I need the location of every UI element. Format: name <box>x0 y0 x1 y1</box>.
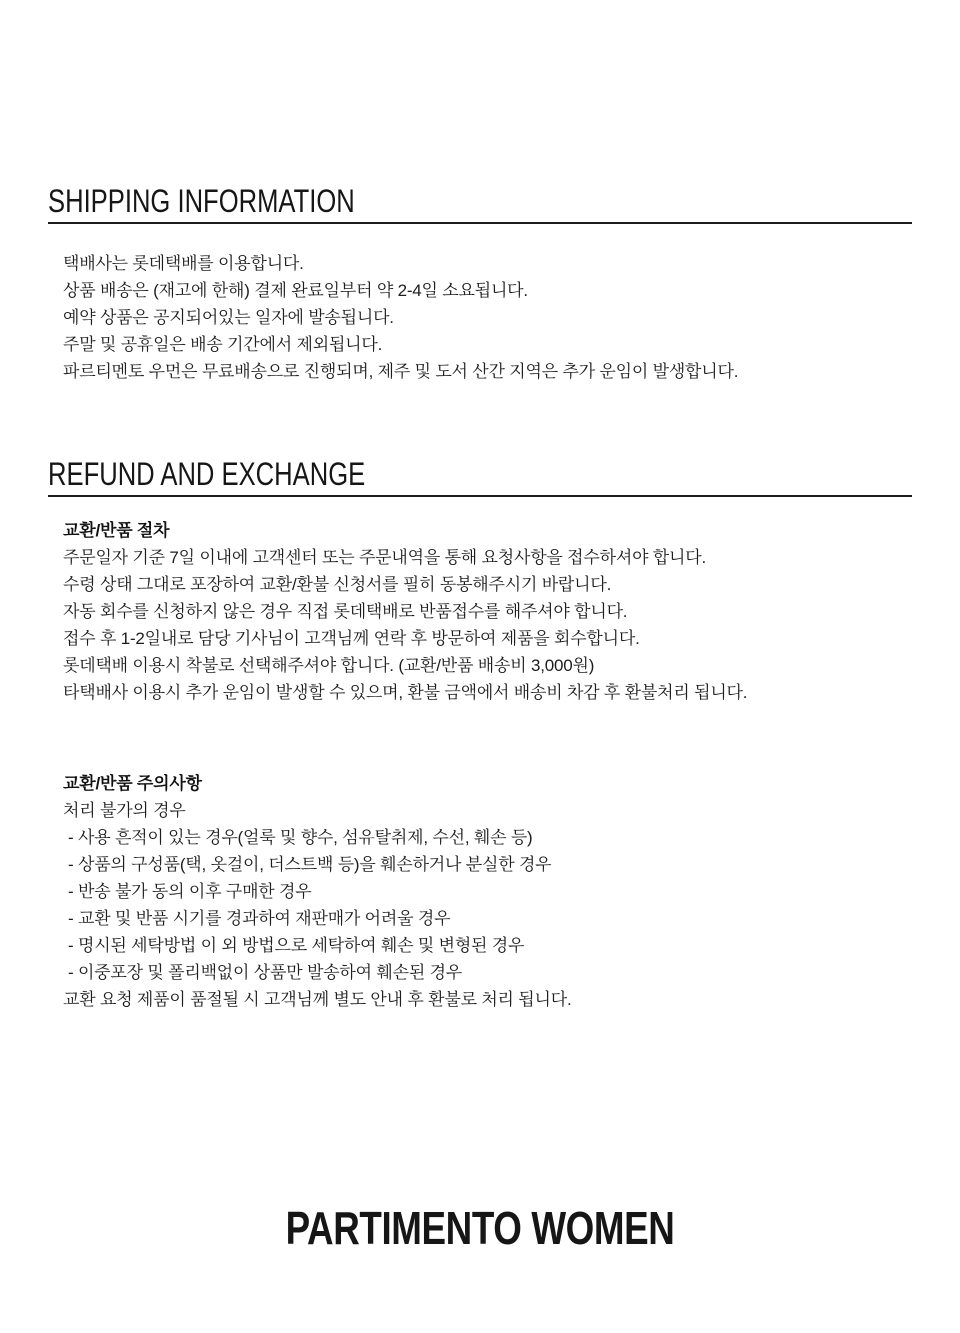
refund-caution-bullet: - 명시된 세탁방법 이 외 방법으로 세탁하여 훼손 및 변형된 경우 <box>68 936 525 955</box>
shipping-line: 택배사는 롯데택배를 이용합니다. <box>63 254 304 273</box>
refund-caution-block <box>48 770 912 1013</box>
brand-footer <box>0 1202 960 1254</box>
refund-caution-bullet: - 반송 불가 동의 이후 구매한 경우 <box>68 882 312 901</box>
shipping-section-title: SHIPPING INFORMATION <box>48 183 355 219</box>
refund-procedure-block <box>48 517 912 706</box>
refund-procedure-line: 수령 상태 그대로 포장하여 교환/환불 신청서를 필히 동봉해주시기 바랍니다. <box>63 575 612 594</box>
refund-procedure-line: 롯데택배 이용시 착불로 선택해주셔야 합니다. (교환/반품 배송비 3,000원) <box>63 656 595 675</box>
refund-caution-heading: 교환/반품 주의사항 <box>63 774 202 793</box>
refund-procedure-line: 주문일자 기준 7일 이내에 고객센터 또는 주문내역을 통해 요청사항을 접수하셔야 합니다. <box>63 548 707 567</box>
partimento-women-logo: PARTIMENTO WOMEN <box>285 1202 675 1254</box>
shipping-line: 파르티멘토 우먼은 무료배송으로 진행되며, 제주 및 도서 산간 지역은 추가 운임이 발생합니다. <box>63 362 739 381</box>
refund-caution-bullet: - 교환 및 반품 시기를 경과하여 재판매가 어려울 경우 <box>68 909 451 928</box>
shipping-section-header <box>48 183 912 224</box>
refund-caution-bullet: - 이중포장 및 폴리백없이 상품만 발송하여 훼손된 경우 <box>68 963 463 982</box>
shipping-line: 상품 배송은 (재고에 한해) 결제 완료일부터 약 2-4일 소요됩니다. <box>63 281 528 300</box>
refund-section-title: REFUND AND EXCHANGE <box>48 456 366 492</box>
refund-caution-bullet: - 사용 흔적이 있는 경우(얼룩 및 향수, 섬유탈취제, 수선, 훼손 등) <box>68 828 533 847</box>
refund-procedure-line: 접수 후 1-2일내로 담당 기사님이 고객님께 연락 후 방문하여 제품을 회수합니다. <box>63 629 640 648</box>
refund-section-header <box>48 456 912 497</box>
refund-procedure-heading: 교환/반품 절차 <box>63 521 170 540</box>
shipping-line: 주말 및 공휴일은 배송 기간에서 제외됩니다. <box>63 335 383 354</box>
shipping-line: 예약 상품은 공지되어있는 일자에 발송됩니다. <box>63 308 394 327</box>
refund-procedure-line: 자동 회수를 신청하지 않은 경우 직접 롯데택배로 반품접수를 해주셔야 합니다. <box>63 602 628 621</box>
refund-caution-bullet: - 상품의 구성품(택, 옷걸이, 더스트백 등)을 훼손하거나 분실한 경우 <box>68 855 552 874</box>
shipping-section-body <box>48 250 912 385</box>
refund-procedure-line: 타택배사 이용시 추가 운임이 발생할 수 있으며, 환불 금액에서 배송비 차감 후 환불처리 됩니다. <box>63 683 748 702</box>
refund-caution-outro: 교환 요청 제품이 품절될 시 고객님께 별도 안내 후 환불로 처리 됩니다. <box>63 990 572 1009</box>
refund-caution-intro: 처리 불가의 경우 <box>63 801 186 820</box>
